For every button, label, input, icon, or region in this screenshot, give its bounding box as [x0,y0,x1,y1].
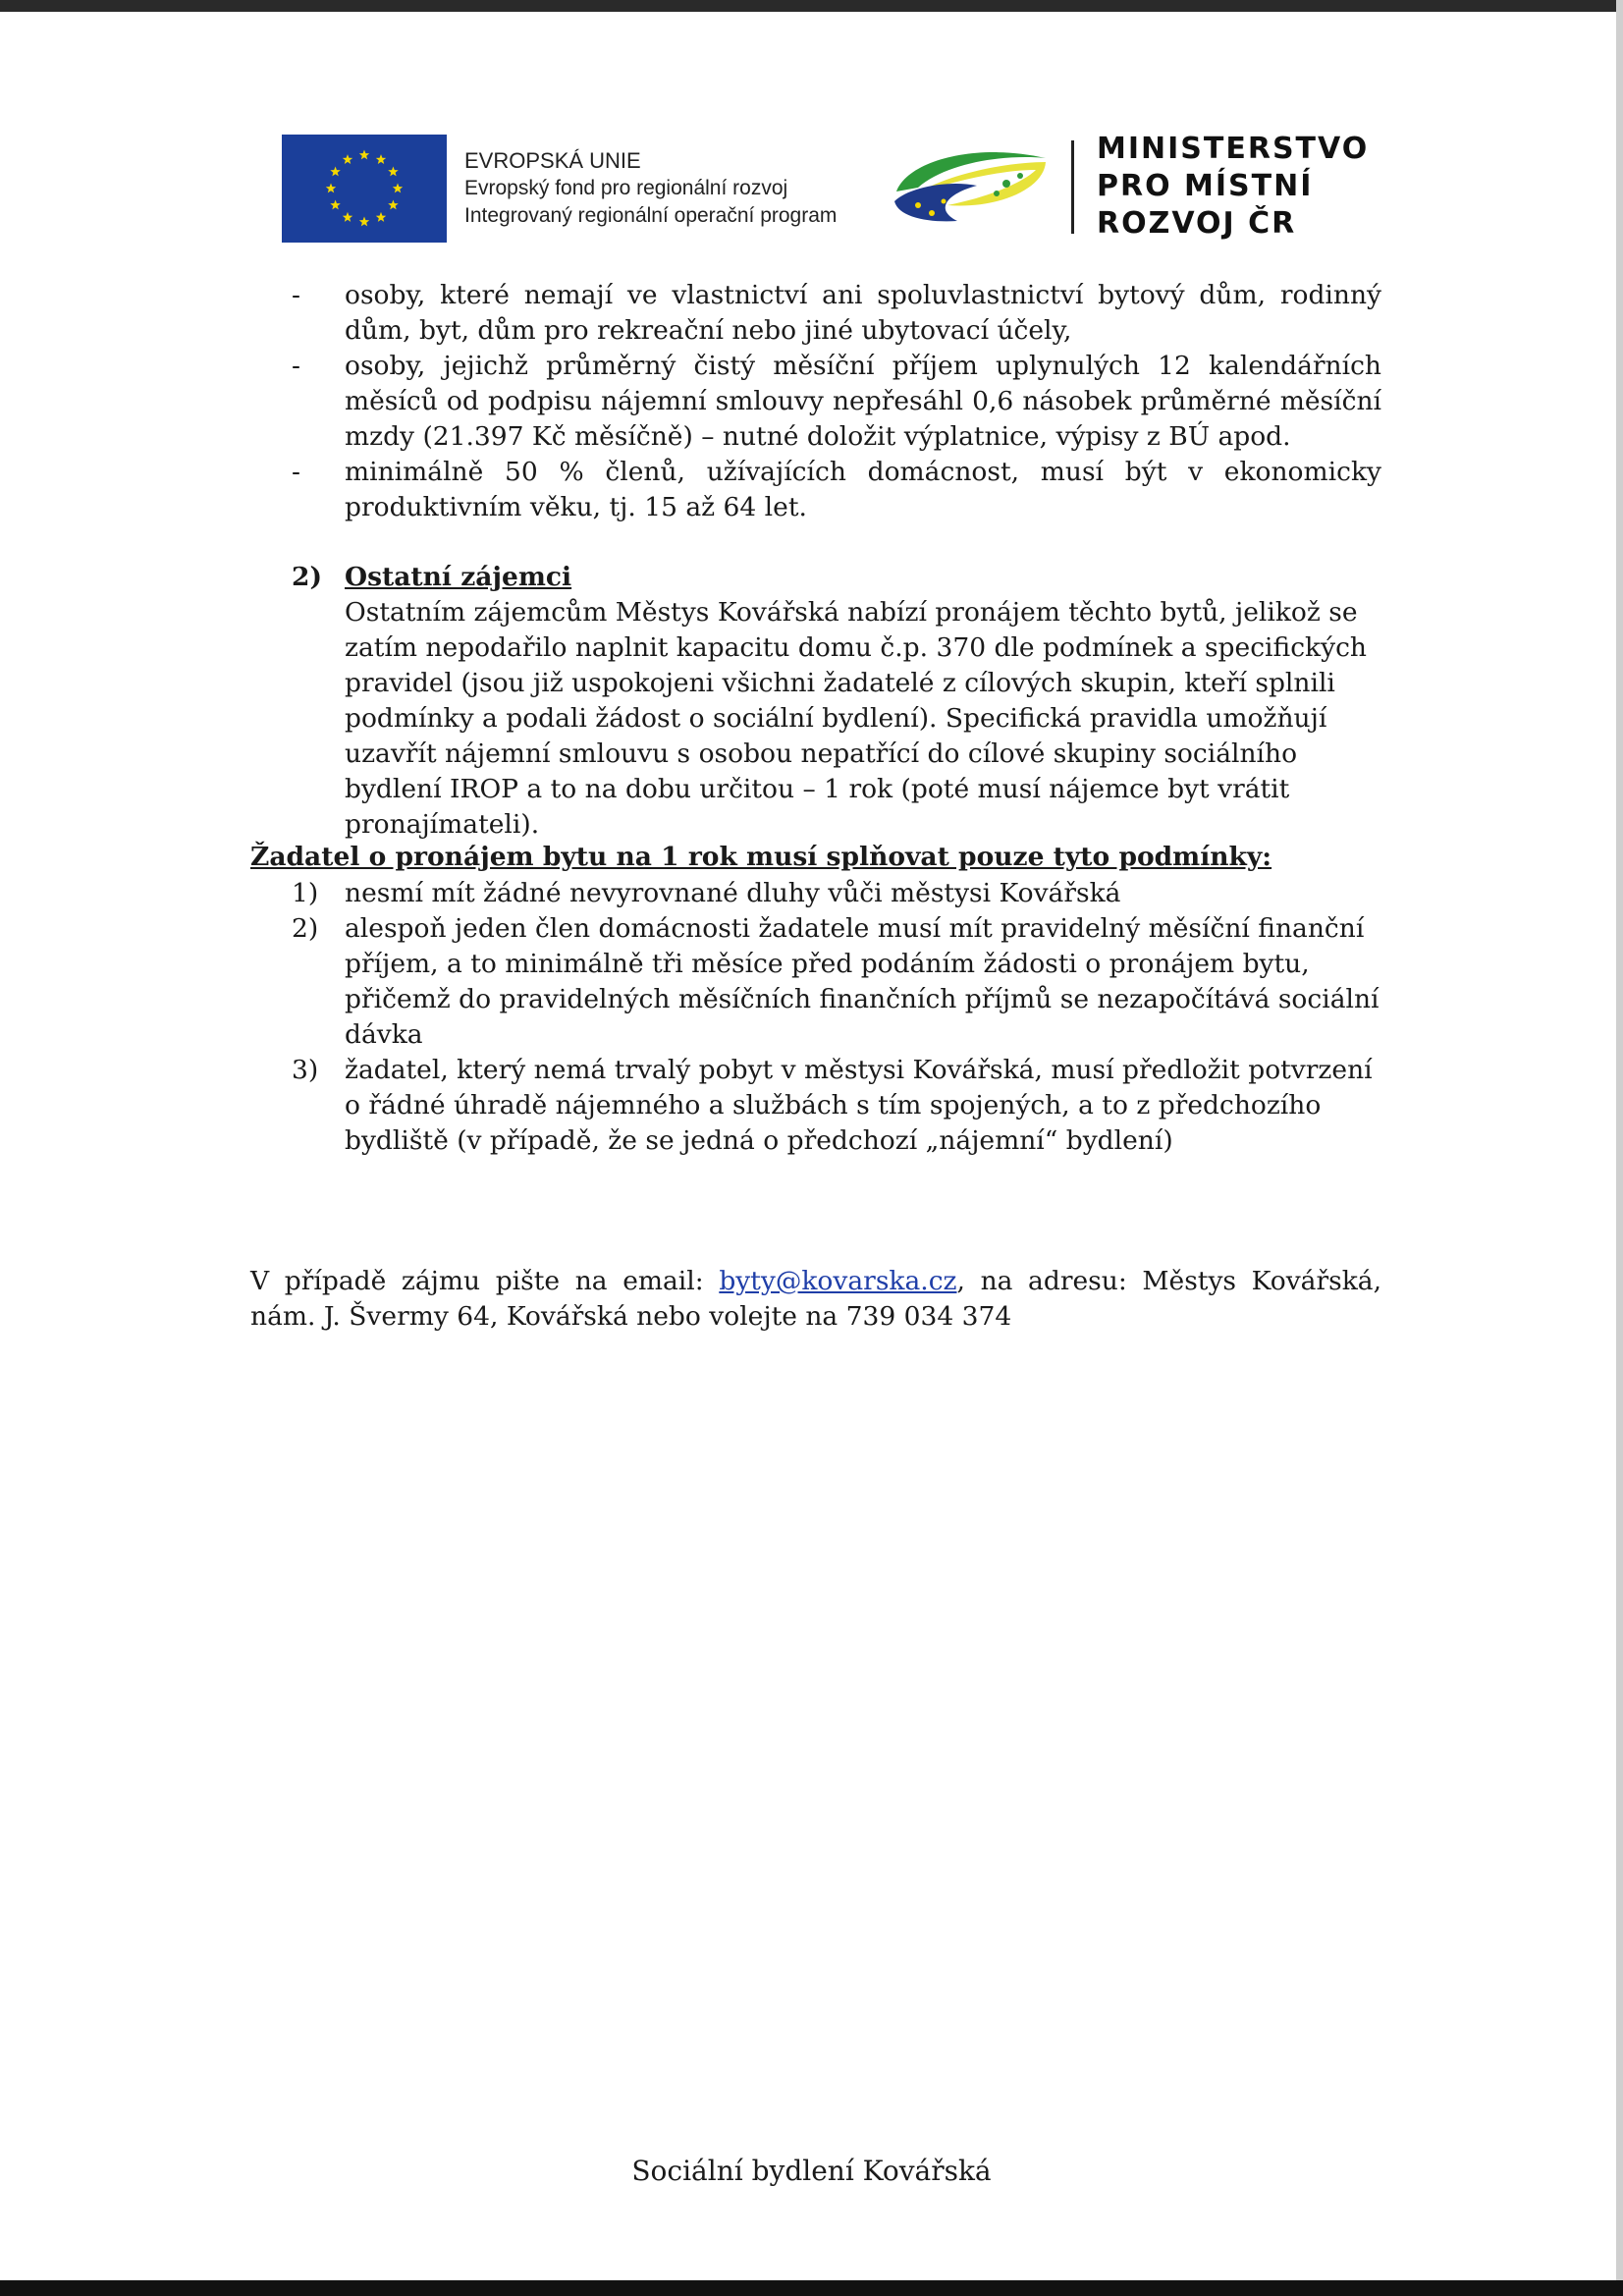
eu-star-icon [359,217,369,227]
section-other-applicants [292,560,1381,843]
item-number: 3) [292,1055,319,1085]
section-number: 2) [292,562,322,592]
ministry-name [1097,131,1369,243]
page-footer: Sociální bydlení Kovářská [631,2155,992,2187]
email-link[interactable]: byty@kovarska.cz [719,1266,957,1296]
item-text: nesmí mít žádné nevyrovnané dluhy vůči městysi Kovářská [345,878,1121,908]
list-item [292,876,1381,911]
ministry-swoosh-logo-icon [889,140,1050,229]
requirements-title: Žadatel o pronájem bytu na 1 rok musí splňovat pouze tyto podmínky: [250,842,1272,872]
eu-star-icon [376,154,386,164]
conditions-list [292,278,1381,525]
ministry-line-3: ROZVOJ ČR [1097,206,1297,241]
section-title: Ostatní zájemci [345,562,572,592]
requirements-list [292,876,1381,1159]
bullet-text: minimálně 50 % členů, užívajících domácnost, musí být v ekonomicky produktivním věku, tj. 15 až 64 let. [345,457,1381,522]
eu-star-icon [343,154,352,164]
eu-label: EVROPSKÁ UNIE [464,148,641,173]
list-item [292,349,1381,455]
eu-star-icon [343,212,352,222]
eu-star-icon [388,200,399,210]
item-number: 1) [292,878,319,908]
eu-star-icon [388,167,399,177]
bullet-text: osoby, jejichž průměrný čistý měsíční příjem uplynulých 12 kalendářních měsíců od podpisu nájemní smlouvy nepřesáhl 0,6 násobek průměrné měsíční mzdy (21.397 Kč měsíčně) – nutné doložit výplatnice, výpisy z BÚ apod. [345,351,1381,452]
list-item [292,455,1381,525]
list-item [292,911,1381,1053]
ministry-line-1: MINISTERSTVO [1097,132,1370,166]
scan-edge-top [0,0,1623,12]
eu-star-icon [359,150,369,160]
bullet-mark: - [292,351,300,381]
contact-prefix: V případě zájmu pište na email: [250,1266,720,1296]
eu-star-icon [326,184,336,193]
item-number: 2) [292,913,319,944]
contact-suffix: , na adresu: Městys Kovářská, nám. J. Švermy 64, Kovářská nebo volejte na 739 034 374 [250,1266,1382,1332]
ministry-line-2: PRO MÍSTNÍ [1097,169,1314,203]
scan-edge-bottom [0,2280,1623,2296]
bullet-mark: - [292,280,300,310]
bullet-mark: - [292,457,300,487]
list-item [292,278,1381,349]
scan-edge-right [1616,0,1623,2296]
item-text: alespoň jeden člen domácnosti žadatele musí mít pravidelný měsíční finanční příjem, a to minimálně tři měsíce před podáním žádosti o pronájem bytu, přičemž do pravidelných měsíčních finančních příjmů se nezapočítává sociální dávka [345,913,1380,1050]
header-separator [1071,140,1074,234]
eu-star-icon [376,212,386,222]
eu-fund-label: Evropský fond pro regionální rozvoj [464,177,788,199]
eu-text [464,147,837,230]
eu-stars-icon [282,135,447,243]
contact-paragraph [250,1264,1381,1335]
list-item [292,1053,1381,1159]
eu-star-icon [330,167,341,177]
bullet-text: osoby, které nemají ve vlastnictví ani spoluvlastnictví bytový dům, rodinný dům, byt, dům pro rekreační nebo jiné ubytovací účely, [345,280,1381,346]
eu-star-icon [330,200,341,210]
eu-flag-logo [282,135,447,243]
section-heading [292,560,1381,595]
eu-star-icon [393,184,403,193]
item-text: žadatel, který nemá trvalý pobyt v městysi Kovářská, musí předložit potvrzení o řádné úhradě nájemného a službách s tím spojených, a to z předchozího bydliště (v případě, že se jedná o předchozí „nájemní“ bydlení) [345,1055,1373,1156]
section-paragraph: Ostatním zájemcům Městys Kovářská nabízí pronájem těchto bytů, jelikož se zatím nepodařilo naplnit kapacitu domu č.p. 370 dle podmínek a specifických pravidel (jsou již uspokojeni všichni žadatelé z cílových skupin, kteří splnili podmínky a podali žádost o sociální bydlení). Specifická pravidla umožňují uzavřít nájemní smlouvu s osobou nepatřící do cílové skupiny sociálního bydlení IROP a to na dobu určitou – 1 rok (poté musí nájemce byt vrátit pronajímateli). [345,597,1367,840]
eu-program-label: Integrovaný regionální operační program [464,204,838,227]
